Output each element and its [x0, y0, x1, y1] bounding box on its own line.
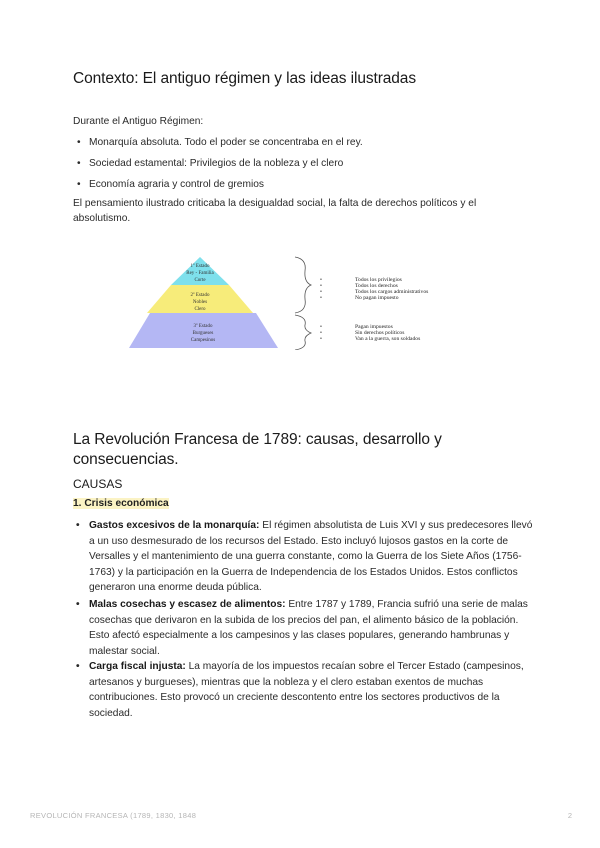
commoner-note: Pagan impuestos — [355, 324, 393, 330]
privileged-note: Todos los cargos administrativos — [355, 289, 429, 295]
tier1-label: Rey - Familia — [186, 271, 214, 276]
bullet-dot: • — [320, 277, 322, 283]
tier2-label: Nobles — [192, 300, 208, 305]
enlightenment-paragraph: El pensamiento ilustrado criticaba la desigualdad social, la falta de derechos políticos y el absolutismo. — [73, 198, 477, 224]
cause-item — [76, 518, 534, 596]
bullet-dot: • — [320, 295, 322, 301]
section-title-context: Contexto: El antiguo régimen y las ideas ilustradas — [73, 70, 416, 87]
privileged-note: No pagan impuesto — [355, 295, 399, 301]
section-title-revolution: La Revolución Francesa de 1789: causas, desarrollo y consecuencias. — [73, 431, 442, 468]
footer-title: REVOLUCIÓN FRANCESA (1789, 1830, 1848 — [30, 811, 197, 820]
tier3-label: Campesinos — [190, 338, 216, 343]
privileged-note: Todos los derechos — [355, 283, 398, 289]
bullet-dot: • — [320, 336, 322, 342]
highlighted-text: 1. Crisis económica — [73, 498, 169, 509]
bullet-dot: • — [320, 324, 322, 330]
cause-label: Gastos excesivos de la monarquía: — [89, 520, 260, 531]
bullet-dot: • — [76, 520, 80, 531]
bullet-dot: • — [320, 283, 322, 289]
intro-text: Durante el Antiguo Régimen: — [73, 116, 204, 127]
page-number: 2 — [567, 811, 572, 820]
list-item: • Monarquía absoluta. Todo el poder se concentraba en el rey. — [73, 135, 533, 156]
bullet-dot: • — [320, 289, 322, 295]
tier2-label: Clero — [194, 307, 206, 312]
causes-heading: CAUSAS — [73, 477, 123, 491]
cause-text: La mayoría de los impuestos recaían sobre el Tercer Estado (campesinos, artesanos y burgueses), mientras que la nobleza y el clero estaban exentos de muchas contribuciones. Esto provocó un creciente descontento entre los sectores productivos de la sociedad. — [89, 661, 524, 719]
cause-label: Malas cosechas y escasez de alimentos: — [89, 599, 286, 610]
cause-item — [76, 659, 534, 721]
tier2-label: 2º Estado — [190, 293, 210, 298]
tier3-label: Burgueses — [192, 331, 214, 336]
commoner-note: Van a la guerra, son soldados — [355, 336, 421, 342]
brace-privileged — [295, 257, 311, 313]
list-item: • Sociedad estamental: Privilegios de la nobleza y el clero — [73, 156, 533, 177]
commoner-note: Sin derechos políticos — [355, 330, 405, 336]
tier3-label: 3º Estado — [193, 324, 213, 329]
tier1-label: 1º Estado — [190, 264, 210, 269]
social-pyramid-diagram — [129, 255, 459, 350]
bullet-dot: • — [76, 599, 80, 610]
cause-text: Entre 1787 y 1789, Francia sufrió una serie de malas cosechas que derivaron en la subida de los precios del pan, el alimento básico de la población. Esto afectó especialmente a los campesinos y las clases populares, generando hambrunas y malestar social. — [89, 599, 528, 657]
tier1-label: Corte — [194, 278, 206, 283]
cause-text: El régimen absolutista de Luis XVI y sus predecesores llevó a un uso desmesurado de los recursos del Estado. Esto incluyó lujosos gastos en la corte de Versalles y el mantenimiento de una guerra constante, como la Guerra de los Siete Años (1756-1763) y la participación en la Guerra de Independencia de los Estados Unidos. Estos conflictos generaron una enorme deuda pública. — [89, 520, 533, 593]
cause-label: Carga fiscal injusta: — [89, 661, 186, 672]
privileged-note: Todos los privilegios — [355, 277, 402, 283]
brace-commoners — [295, 315, 311, 350]
bullet-dot: • — [320, 330, 322, 336]
list-item: • Economía agraria y control de gremios — [73, 177, 533, 198]
context-list — [73, 135, 533, 198]
bullet-dot: • — [76, 661, 80, 672]
numbered-heading-economic-crisis — [73, 498, 169, 509]
cause-item — [76, 597, 534, 659]
